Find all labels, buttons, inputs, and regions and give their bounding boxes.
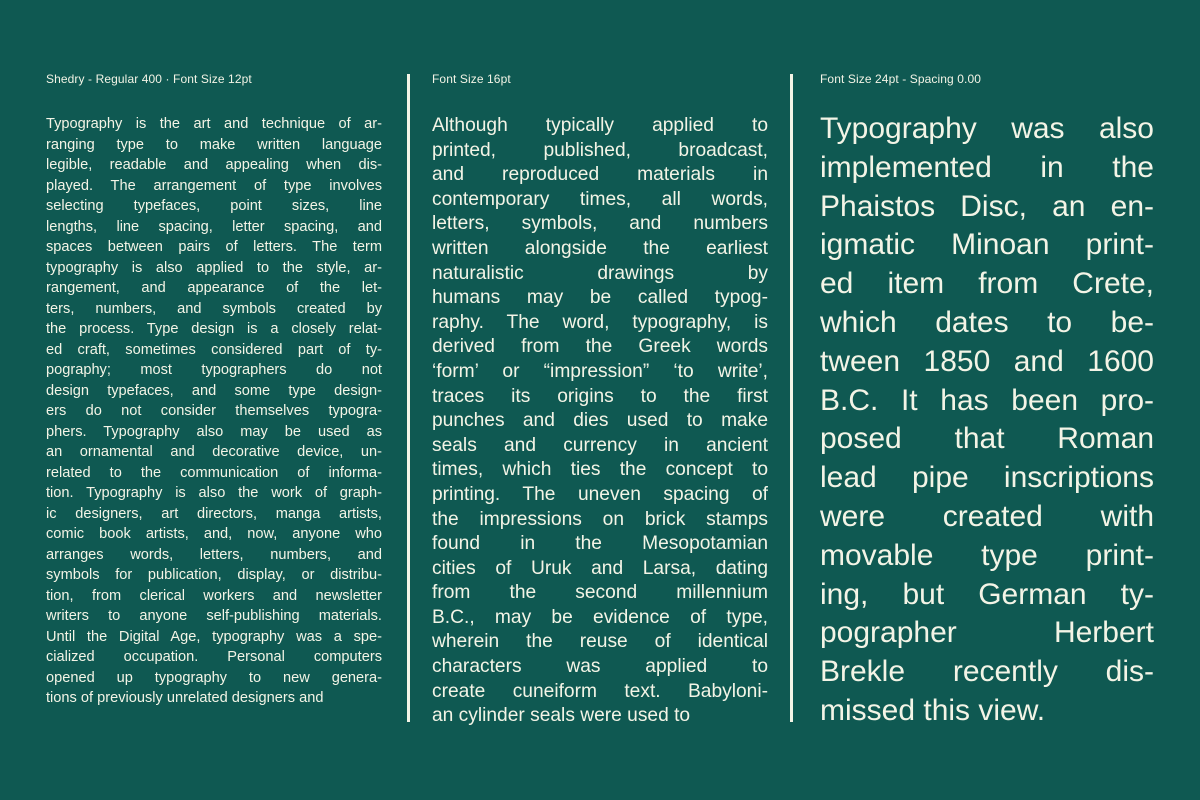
text-line: create cuneiform text. Babyloni- xyxy=(432,680,768,702)
text-line: selecting typefaces, point sizes, line xyxy=(46,198,382,214)
text-line: characters was applied to xyxy=(432,656,768,678)
text-line: missed this view. xyxy=(820,693,1046,727)
text-line: printing. The uneven spacing of xyxy=(432,483,768,505)
column-16pt xyxy=(432,0,768,800)
text-line: wherein the reuse of identical xyxy=(432,631,768,653)
text-line: found in the Mesopotamian xyxy=(432,533,768,555)
text-line: implemented in the xyxy=(820,150,1154,184)
text-line: Typography is the art and technique of ar- xyxy=(46,116,382,132)
column-24pt xyxy=(820,0,1154,800)
text-line: ic designers, art directors, manga artists, xyxy=(46,505,382,522)
text-line: spaces between pairs of letters. The term xyxy=(46,239,382,255)
text-line: pographer Herbert xyxy=(820,616,1154,650)
text-line: ‘form’ or “impression” ‘to write’, xyxy=(432,360,768,382)
text-line: times, which ties the concept to xyxy=(432,459,768,481)
text-line: lengths, line spacing, letter spacing, and xyxy=(46,218,382,235)
text-line: arranges words, letters, numbers, and xyxy=(46,546,382,563)
text-line: traces its origins to the first xyxy=(432,385,768,407)
text-line: ed craft, sometimes considered part of ty- xyxy=(46,341,382,358)
text-line: B.C. It has been pro- xyxy=(820,383,1154,417)
text-line: derived from the Greek words xyxy=(432,336,768,358)
text-line: igmatic Minoan print- xyxy=(820,228,1154,262)
text-line: naturalistic drawings by xyxy=(432,262,768,284)
text-line: ters, numbers, and symbols created by xyxy=(46,300,382,317)
text-line: played. The arrangement of type involves xyxy=(46,177,382,194)
text-line: Typography was also xyxy=(820,112,1154,145)
text-line: legible, readable and appealing when dis- xyxy=(46,157,382,173)
text-line: tion. Typography is also the work of graph- xyxy=(46,485,382,501)
column-caption: Shedry - Regular 400 · Font Size 12pt xyxy=(46,72,252,86)
column-divider xyxy=(790,74,793,722)
text-line: cialized occupation. Personal computers xyxy=(46,649,382,665)
text-line: tion, from clerical workers and newsletter xyxy=(46,587,382,604)
text-line: comic book artists, and, now, anyone who xyxy=(46,526,382,542)
column-caption: Font Size 16pt xyxy=(432,72,511,86)
text-line: the impressions on brick stamps xyxy=(432,508,768,530)
text-line: printed, published, broadcast, xyxy=(432,139,768,161)
text-line: tween 1850 and 1600 xyxy=(820,344,1154,378)
text-line: writers to anyone self-publishing materials. xyxy=(46,608,382,624)
text-line: the process. Type design is a closely relat- xyxy=(46,321,382,337)
text-line: written alongside the earliest xyxy=(432,237,768,259)
text-line: Brekle recently dis- xyxy=(820,655,1154,689)
text-line: raphy. The word, typography, is xyxy=(432,311,768,333)
text-line: an ornamental and decorative device, un- xyxy=(46,444,382,460)
text-line: tions of previously unrelated designers and xyxy=(46,690,324,706)
column-text xyxy=(432,114,768,729)
column-divider xyxy=(407,74,410,722)
text-line: humans may be called typog- xyxy=(432,287,768,309)
text-line: rangement, and appearance of the let- xyxy=(46,280,382,296)
text-line: movable type print- xyxy=(820,538,1154,572)
text-line: Phaistos Disc, an en- xyxy=(820,189,1154,223)
text-line: ranging type to make written language xyxy=(46,136,382,153)
text-line: posed that Roman xyxy=(820,422,1154,456)
text-line: letters, symbols, and numbers xyxy=(432,213,768,235)
text-line: punches and dies used to make xyxy=(432,410,768,432)
text-line: opened up typography to new genera- xyxy=(46,669,382,686)
text-line: contemporary times, all words, xyxy=(432,188,768,210)
text-line: pography; most typographers do not xyxy=(46,362,382,378)
text-line: ers do not consider themselves typogra- xyxy=(46,403,382,419)
text-line: related to the communication of informa- xyxy=(46,464,382,481)
text-line: ed item from Crete, xyxy=(820,267,1154,301)
text-line: lead pipe inscriptions xyxy=(820,461,1154,495)
text-line: Although typically applied to xyxy=(432,115,768,136)
text-line: an cylinder seals were used to xyxy=(432,705,691,727)
column-text xyxy=(820,110,1154,731)
text-line: symbols for publication, display, or distribu- xyxy=(46,567,382,583)
text-line: seals and currency in ancient xyxy=(432,434,768,456)
text-line: Until the Digital Age, typography was a spe- xyxy=(46,628,382,645)
text-line: which dates to be- xyxy=(820,305,1154,339)
text-line: typography is also applied to the style, ar- xyxy=(46,259,382,276)
text-line: cities of Uruk and Larsa, dating xyxy=(432,557,768,579)
column-regular-12pt xyxy=(46,0,382,800)
text-line: B.C., may be evidence of type, xyxy=(432,606,768,628)
text-line: from the second millennium xyxy=(432,582,768,604)
text-line: ing, but German ty- xyxy=(820,577,1154,611)
text-line: were created with xyxy=(820,499,1154,533)
column-caption: Font Size 24pt - Spacing 0.00 xyxy=(820,72,981,86)
column-text xyxy=(46,114,382,709)
text-line: design typefaces, and some type design- xyxy=(46,382,382,399)
text-line: phers. Typography also may be used as xyxy=(46,423,382,440)
text-line: and reproduced materials in xyxy=(432,164,768,186)
